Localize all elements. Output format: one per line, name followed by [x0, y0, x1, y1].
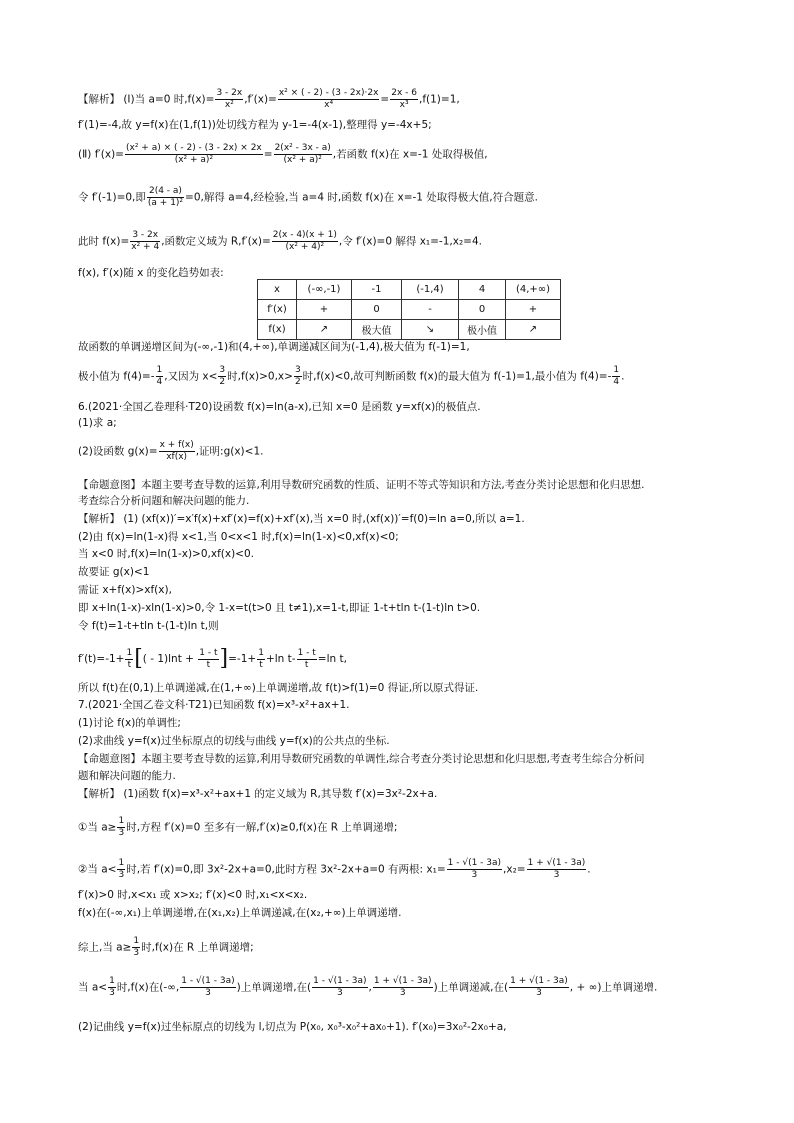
intent-line-2: 考查综合分析问题和解决问题的能力.	[78, 495, 250, 507]
trend-table-function-row	[258, 320, 561, 340]
table-cell: ↗	[297, 320, 352, 340]
solution6-line-9: 所以 f(t)在(0,1)上单调递减,在(1,+∞)上单调递增,故 f(t)>f(1)=0 得证,所以原式得证.	[78, 682, 479, 694]
solution6-line-5: 需证 x+f(x)>xf(x),	[78, 584, 172, 596]
solution-line-6: f(x), f′(x)随 x 的变化趋势如表:	[78, 267, 224, 279]
solution6-line-7: 令 f(t)=1-t+tln t-(1-t)ln t,则	[78, 620, 219, 632]
trend-table-derivative-row	[258, 300, 561, 320]
solution-line-8: 极小值为 f(4)=- $\frac{1}{4}$ ,又因为 x< $\frac{3}{2}$ 时,f(x)>0,x> $\frac{3}{2}$ 时,f(x)<0,故可判断函数 f(x)的最大值为 f(-1)=1,最小值为 f(4)=- $\frac{1}{4}$ .	[78, 365, 625, 387]
solution7-line-5: f(x)在(-∞,x₁)上单调递增,在(x₁,x₂)上单调递减,在(x₂,+∞)上单调递增.	[78, 907, 402, 919]
solution-line-2: f′(1)=-4,故 y=f(x)在(1,f(1))处切线方程为 y-1=-4(x-1),整理得 y=-4x+5;	[78, 119, 432, 131]
solution7-line-7: 当 a< $\frac{1}{3}$ 时,f(x)在(-∞, $\frac{1 - √(1 - 3a)}{3}$ )上单调递增,在( $\frac{1 - √(1 - 3a)}{3}$ , $\frac{1 + √(1 - 3a)}{3}$ )上单调递减,在( $\frac{1 + √(1 - 3a)}{3}$ , + ∞)上单调递增.	[78, 976, 658, 998]
table-cell: +	[297, 300, 352, 320]
solution6-line-3: 当 x<0 时,f(x)=ln(1-x)>0,xf(x)<0.	[78, 548, 255, 560]
solution-line-1: 【解析】 (Ⅰ)当 a=0 时,f(x)= $\frac{3 - 2x}{\text{x²}}$ ,f′(x)= $\frac{\text{x² × ( - 2) - (3 - 2x)·2x}}{\text{x⁴}}$ = $\frac{2x - 6}{\text{x³}}$ ,f(1)=1,	[78, 88, 460, 110]
solution7-line-6: 综上,当 a≥ $\frac{1}{3}$ 时,f(x)在 R 上单调递增;	[78, 936, 254, 958]
solution7-line-8: (2)记曲线 y=f(x)过坐标原点的切线为 l,切点为 P(x₀, x₀³-x₀²+ax₀+1). f′(x₀)=3x₀²-2x₀+a,	[78, 1021, 507, 1033]
problem-6-part-1: (1)求 a;	[78, 417, 117, 429]
solution-line-7: 故函数的单调递增区间为(-∞,-1)和(4,+∞),单调递减区间为(-1,4),极大值为 f(-1)=1,	[78, 341, 470, 353]
table-cell: 4	[459, 280, 506, 300]
solution7-line-4: f′(x)>0 时,x<x₁ 或 x>x₂; f′(x)<0 时,x₁<x<x₂.	[78, 889, 308, 901]
trend-table	[257, 279, 561, 340]
intent-line-1: 【命题意图】本题主要考查导数的运算,利用导数研究函数的性质、证明不等式等知识和方法,考查分类讨论思想和化归思想.	[78, 479, 645, 491]
table-cell: f′(x)	[258, 300, 297, 320]
table-cell: ↗	[506, 320, 561, 340]
table-cell: 极大值	[352, 320, 402, 340]
table-cell: -1	[352, 280, 402, 300]
problem-7-part-1: (1)讨论 f(x)的单调性;	[78, 717, 181, 729]
intent7-line-1: 【命题意图】本题主要考查导数的运算,利用导数研究函数的单调性,综合考查分类讨论思想和化归思想,考查考生综合分析问	[78, 753, 645, 765]
table-cell: +	[506, 300, 561, 320]
table-cell: ↘	[402, 320, 459, 340]
problem-7-title: 7.(2021·全国乙卷文科·T21)已知函数 f(x)=x³-x²+ax+1.	[78, 699, 350, 711]
solution7-line-3: ②当 a< $\frac{1}{3}$ 时,若 f′(x)=0,即 3x²-2x+a=0,此时方程 3x²-2x+a=0 有两根: x₁= $\frac{1 - √(1 - 3a)}{3}$ ,x₂= $\frac{1 + √(1 - 3a)}{3}$ .	[78, 858, 591, 880]
solution-line-5: 此时 f(x)= $\frac{3 - 2x}{\text{x² + 4}}$ ,函数定义域为 R,f′(x)= $\frac{2(x - 4)(x + 1)}{\text{(x² + 4)²}}$ ,令 f′(x)=0 解得 x₁=-1,x₂=4.	[78, 230, 482, 252]
table-cell: 极小值	[459, 320, 506, 340]
table-cell: (-∞,-1)	[297, 280, 352, 300]
problem-6-title: 6.(2021·全国乙卷理科·T20)设函数 f(x)=ln(a-x),已知 x=0 是函数 y=xf(x)的极值点.	[78, 401, 481, 413]
solution6-line-4: 故要证 g(x)<1	[78, 566, 150, 578]
solution6-line-1: 【解析】 (1) (xf(x))′=x′f(x)+xf′(x)=f(x)+xf′(x),当 x=0 时,(xf(x))′=f(0)=ln a=0,所以 a=1.	[78, 513, 525, 525]
solution7-line-1: 【解析】 (1)函数 f(x)=x³-x²+ax+1 的定义域为 R,其导数 f′(x)=3x²-2x+a.	[78, 788, 438, 800]
solution-line-4: 令 f′(-1)=0,即 $\frac{2(4 - a)}{\text{(a + 1)²}}$ =0,解得 a=4,经检验,当 a=4 时,函数 f(x)在 x=-1 处取得极大值,符合题意.	[78, 186, 538, 208]
table-cell: f(x)	[258, 320, 297, 340]
table-cell: 0	[352, 300, 402, 320]
intent7-line-2: 题和解决问题的能力.	[78, 770, 176, 782]
table-cell: -	[402, 300, 459, 320]
table-cell: 0	[459, 300, 506, 320]
solution6-line-8: f′(t)=-1+ $\frac{1}{t}$ [( - 1)lnt + $\frac{1 - t}{t}$ ]=-1+ $\frac{1}{t}$ +ln t- $\frac{1 - t}{t}$ =ln t,	[78, 646, 347, 671]
table-cell: (-1,4)	[402, 280, 459, 300]
table-cell: (4,+∞)	[506, 280, 561, 300]
solution-line-3: (Ⅱ) f′(x)= $\frac{\text{(x² + a) × ( - 2) - (3 - 2x) × 2x}}{\text{(x² + a)²}}$ = $\frac{\text{2(x² - 3x - a)}}{\text{(x² + a)²}}$ ,若函数 f(x)在 x=-1 处取得极值,	[78, 143, 488, 165]
problem-7-part-2: (2)求曲线 y=f(x)过坐标原点的切线与曲线 y=f(x)的公共点的坐标.	[78, 735, 390, 747]
solution6-line-6: 即 x+ln(1-x)-xln(1-x)>0,令 1-x=t(t>0 且 t≠1),x=1-t,即证 1-t+tln t-(1-t)ln t>0.	[78, 602, 481, 614]
problem-6-part-2: (2)设函数 g(x)= $\frac{x + f(x)}{xf(x)}$ ,证明:g(x)<1.	[78, 440, 264, 462]
solution7-line-2: ①当 a≥ $\frac{1}{3}$ 时,方程 f′(x)=0 至多有一解,f′(x)≥0,f(x)在 R 上单调递增;	[78, 816, 398, 838]
trend-table-header	[258, 280, 561, 300]
solution6-line-2: (2)由 f(x)=ln(1-x)得 x<1,当 0<x<1 时,f(x)=ln(1-x)<0,xf(x)<0;	[78, 531, 399, 543]
table-cell: x	[258, 280, 297, 300]
